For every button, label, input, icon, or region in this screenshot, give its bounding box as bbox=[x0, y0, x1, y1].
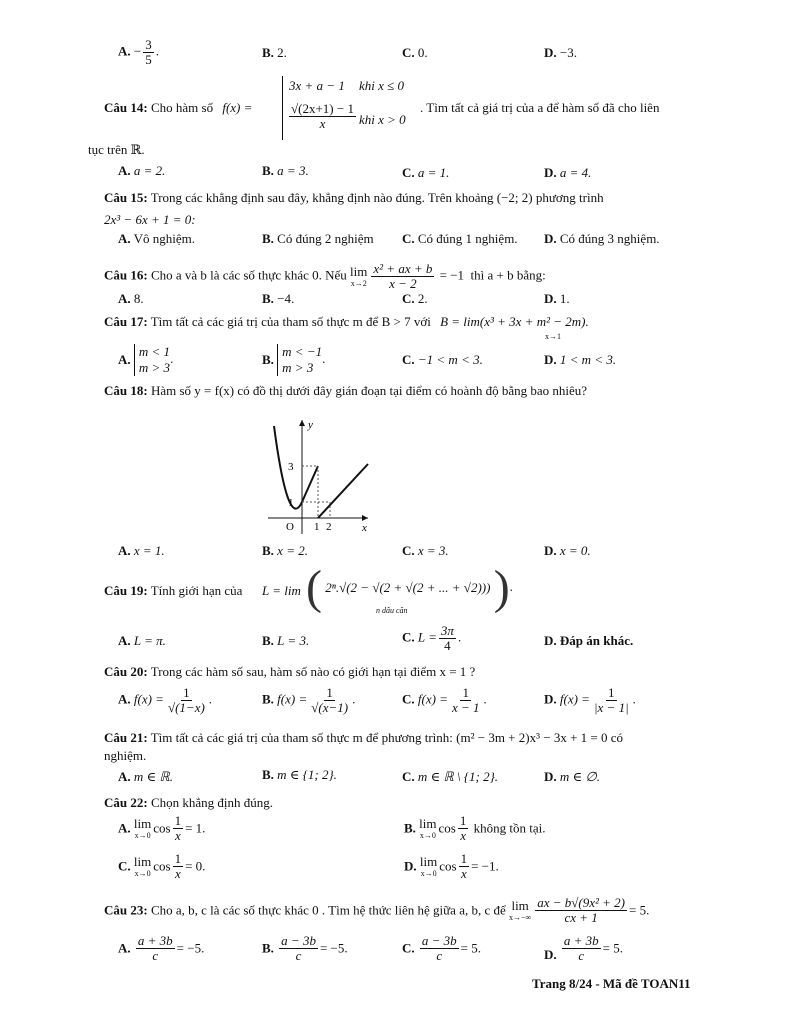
q17-stem: Câu 17: Tìm tất cả các giá trị của tham số thực m để B > 7 với B = lim(x³ + 3x + m² − 2m). bbox=[104, 314, 589, 329]
q15-stem: Câu 15: Trong các khẳng định sau đây, khẳng định nào đúng. Trên khoảng (−2; 2) phương trình bbox=[104, 190, 604, 205]
q14-stem-cont: . Tìm tất cả giá trị của a để hàm số đã cho liên bbox=[420, 100, 660, 115]
tick-3: 3 bbox=[288, 461, 294, 473]
curve-left bbox=[274, 426, 318, 509]
q14-piecewise: 3x + a − 1 khi x ≤ 0 $\frac{√(2x+1) - 1}{x}$ khi x > 0 bbox=[282, 76, 289, 140]
q20-answer-c[interactable]: C. f(x) = $\frac{1}{x - 1}$ . bbox=[402, 685, 487, 715]
q14-answer-a[interactable]: A. a = 2. bbox=[118, 163, 166, 178]
q23-stem: Câu 23: Cho a, b, c là các số thực khác 0 . Tìm hệ thức liên hệ giữa a, b, c để lim x→−∞ $\frac{\text{ax − b√(9x² + 2)}}{cx + 1}$ = 5. bbox=[104, 895, 650, 925]
q13-answer-d[interactable]: D. −3. bbox=[544, 45, 577, 60]
tick-x2: 2 bbox=[326, 521, 332, 533]
q23-answer-c[interactable]: C. $\frac{a - 3b}{c}$ = 5. bbox=[402, 933, 482, 963]
q20-answer-d[interactable]: D. f(x) = $\frac{1}{|x - 1|}$ . bbox=[544, 685, 636, 715]
sign: − bbox=[133, 43, 142, 59]
q17-lim-sub: x→1 bbox=[545, 332, 561, 341]
q14-answer-c[interactable]: C. a = 1. bbox=[402, 165, 450, 180]
q21-answer-a[interactable]: A. m ∈ ℝ. bbox=[118, 769, 173, 784]
q15-answer-c[interactable]: C. Có đúng 1 nghiệm. bbox=[402, 231, 518, 246]
q16-answer-b[interactable]: B. −4. bbox=[262, 291, 295, 306]
q15-answer-b[interactable]: B. Có đúng 2 nghiệm bbox=[262, 231, 374, 246]
origin-label: O bbox=[286, 521, 294, 533]
x-arrow-icon bbox=[362, 515, 368, 521]
q13-answer-c[interactable]: C. 0. bbox=[402, 45, 428, 60]
q22-answer-b[interactable]: B. lim x→0 cos $\frac{1}{x}$ không tồn tại. bbox=[404, 813, 546, 843]
q19-answer-c[interactable]: C. L = $\frac{3\pi}{4}$ . bbox=[402, 623, 462, 653]
q16-answer-d[interactable]: D. 1. bbox=[544, 291, 570, 306]
q22-answer-d[interactable]: D. lim x→0 cos $\frac{1}{x}$ = −1. bbox=[404, 851, 499, 881]
option-label: A. bbox=[118, 43, 131, 59]
q17-answer-c[interactable]: C. −1 < m < 3. bbox=[402, 352, 483, 367]
y-arrow-icon bbox=[299, 420, 305, 426]
q17-answer-b[interactable]: B. m < −1 m > 3. bbox=[262, 344, 326, 375]
y-label: y bbox=[308, 419, 313, 431]
q16-stem: Câu 16: Cho a và b là các số thực khác 0. Nếu lim x→2 $\frac{\text{x² + ax + b}}{x - 2}$ = −1 thì a + b bằng: bbox=[104, 261, 546, 291]
q19-answer-b[interactable]: B. L = 3. bbox=[262, 633, 310, 648]
q14-stem-end: tục trên ℝ. bbox=[88, 142, 145, 157]
q19-stem: Câu 19: Tính giới hạn của bbox=[104, 583, 243, 598]
q23-answer-d[interactable]: D. $\frac{a + 3b}{c}$ = 5. bbox=[544, 933, 624, 963]
x-label: x bbox=[362, 522, 367, 534]
q14-stem: Câu 14: Cho hàm số f(x) = bbox=[104, 100, 253, 115]
line-right bbox=[318, 464, 368, 518]
q18-answer-d[interactable]: D. x = 0. bbox=[544, 543, 591, 558]
q22-answer-a[interactable]: A. lim x→0 cos $\frac{1}{x}$ = 1. bbox=[118, 813, 206, 843]
q20-stem: Câu 20: Trong các hàm số sau, hàm số nào có giới hạn tại điểm x = 1 ? bbox=[104, 664, 476, 679]
q22-stem: Câu 22: Chọn khẳng định đúng. bbox=[104, 795, 274, 810]
q23-answer-a[interactable]: A. $\frac{a + 3b}{c}$ = −5. bbox=[118, 933, 205, 963]
q19-answer-d[interactable]: D. Đáp án khác. bbox=[544, 633, 634, 648]
q19-expression: ( 2ⁿ.√(2 − √(2 + √(2 + ... + √2))) ). bbox=[306, 561, 513, 614]
q15-answer-a[interactable]: A. Vô nghiệm. bbox=[118, 231, 196, 246]
q19-lim: L = lim bbox=[262, 583, 301, 598]
q21-answer-c[interactable]: C. m ∈ ℝ \ {1; 2}. bbox=[402, 769, 499, 784]
q17-answer-d[interactable]: D. 1 < m < 3. bbox=[544, 352, 617, 367]
q23-answer-b[interactable]: B. $\frac{a - 3b}{c}$ = −5. bbox=[262, 933, 348, 963]
tick-1: 1 bbox=[288, 497, 294, 509]
q13-answer-a[interactable]: A. − $\frac{3}{5}$ . bbox=[118, 37, 159, 67]
tick-x1: 1 bbox=[314, 521, 320, 533]
q19-answer-a[interactable]: A. L = π. bbox=[118, 633, 166, 648]
fraction: $\frac{3}{5}$ bbox=[145, 37, 152, 67]
q21-answer-d[interactable]: D. m ∈ ∅. bbox=[544, 769, 600, 784]
q14-answer-d[interactable]: D. a = 4. bbox=[544, 165, 592, 180]
q21-stem-end: nghiệm. bbox=[104, 748, 147, 763]
q20-answer-a[interactable]: A. f(x) = $\frac{1}{√(1-x)}$ . bbox=[118, 685, 213, 715]
q18-answer-c[interactable]: C. x = 3. bbox=[402, 543, 449, 558]
q20-answer-b[interactable]: B. f(x) = $\frac{1}{√(x-1)}$ . bbox=[262, 685, 356, 715]
q18-answer-b[interactable]: B. x = 2. bbox=[262, 543, 308, 558]
q18-answer-a[interactable]: A. x = 1. bbox=[118, 543, 165, 558]
q17-answer-a[interactable]: A. m < 1 m > 3. bbox=[118, 344, 174, 375]
q19-underbrace-label: n dấu căn bbox=[376, 606, 408, 615]
page-footer: Trang 8/24 - Mã đề TOAN11 bbox=[532, 976, 691, 991]
q15-answer-d[interactable]: D. Có đúng 3 nghiệm. bbox=[544, 231, 660, 246]
q21-answer-b[interactable]: B. m ∈ {1; 2}. bbox=[262, 767, 337, 782]
q13-answer-b[interactable]: B. 2. bbox=[262, 45, 287, 60]
q22-answer-c[interactable]: C. lim x→0 cos $\frac{1}{x}$ = 0. bbox=[118, 851, 206, 881]
q16-answer-a[interactable]: A. 8. bbox=[118, 291, 144, 306]
q14-answer-b[interactable]: B. a = 3. bbox=[262, 163, 309, 178]
q21-stem: Câu 21: Tìm tất cả các giá trị của tham số thực m để phương trình: (m² − 3m + 2)x³ − 3x + 1 = 0 có bbox=[104, 730, 624, 745]
q18-graph bbox=[258, 414, 378, 538]
q16-answer-c[interactable]: C. 2. bbox=[402, 291, 428, 306]
q15-equation: 2x³ − 6x + 1 = 0: bbox=[104, 212, 196, 227]
q18-stem: Câu 18: Hàm số y = f(x) có đồ thị dưới đây gián đoạn tại điểm có hoành độ bằng bao nhiêu? bbox=[104, 383, 588, 398]
